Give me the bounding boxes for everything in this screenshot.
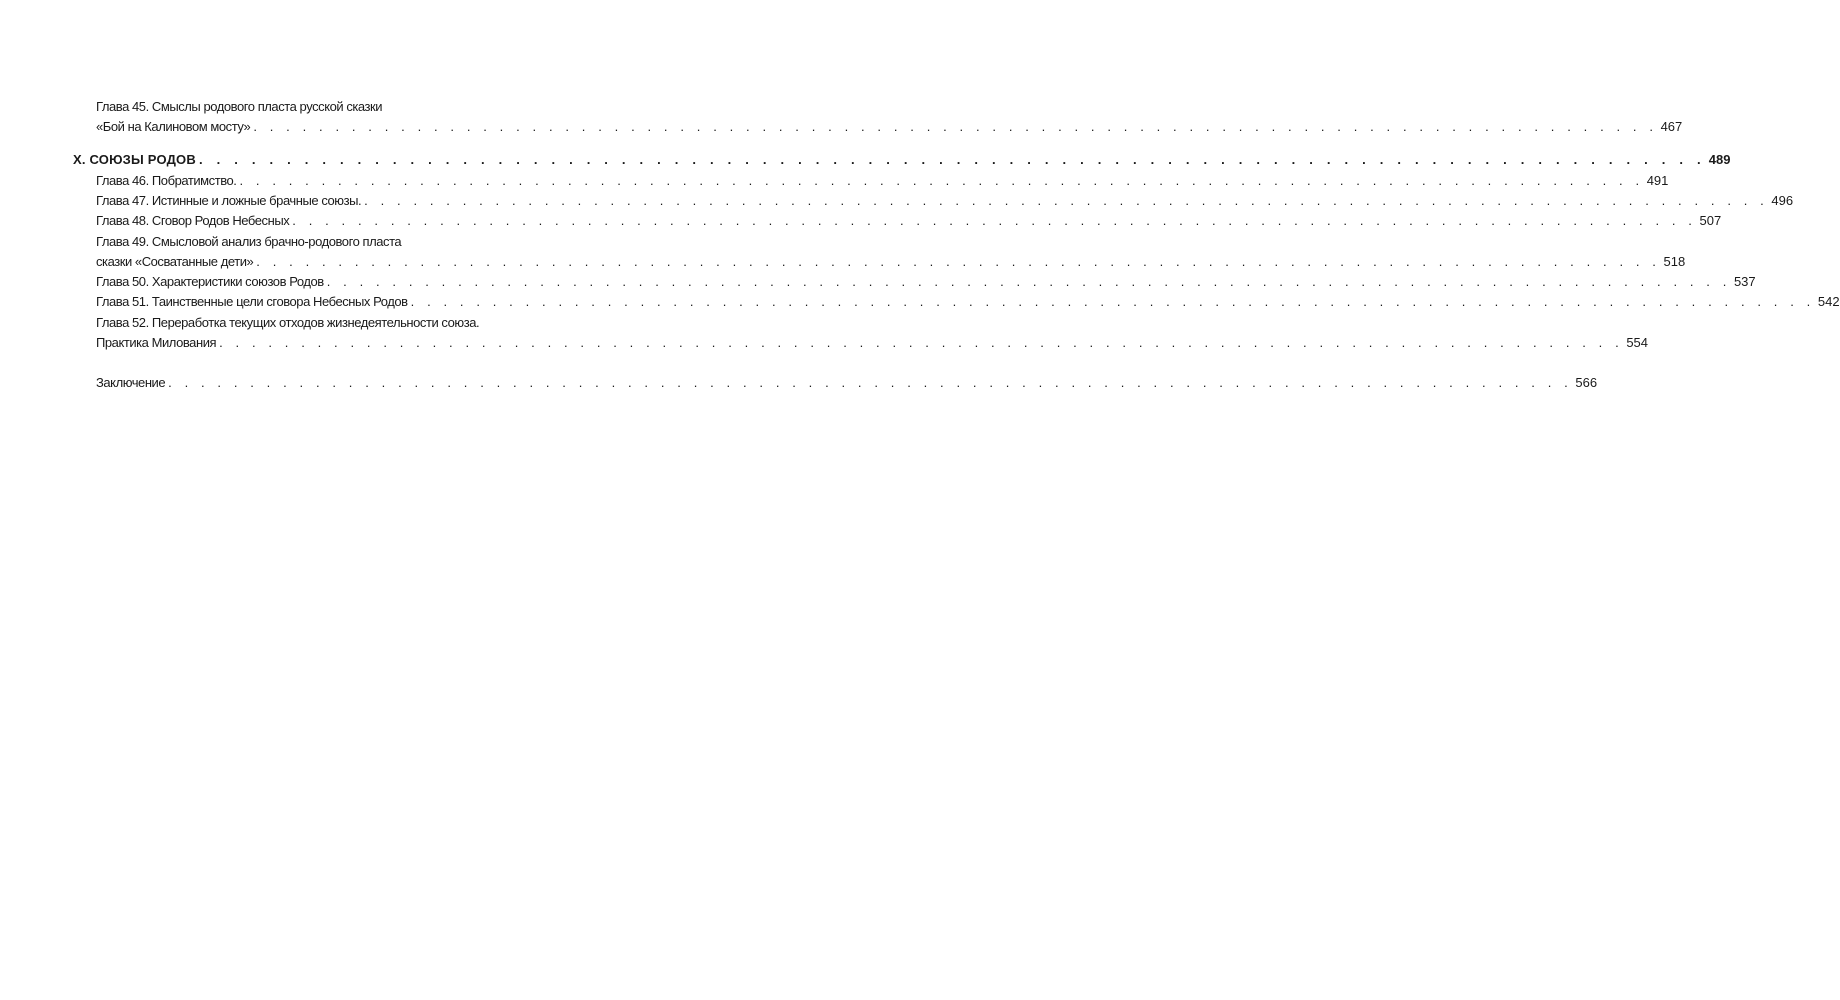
dot-leader: . . . . . . . . . . . . . . . . . . . . . . . . . . . . . . . . . . . . . . . . . . . . . . . . . . . . . . . . . . . . . . . . . . . . . . . . . . . . . . . . . . . . . .	[410, 294, 1815, 309]
dot-leader: . . . . . . . . . . . . . . . . . . . . . . . . . . . . . . . . . . . . . . . . . . . . . . . . . . . . . . . . . . . . . . . . . . . . . . . . . . . . . . . . . . . . . .	[256, 254, 1661, 269]
toc-page-number: 566	[1575, 375, 1598, 390]
toc-entry-text: Глава 47. Истинные и ложные брачные союзы.	[96, 193, 362, 208]
toc-entry-text: Глава 46. Побратимство.	[96, 173, 237, 188]
toc-entry-text: Глава 50. Характеристики союзов Родов	[96, 274, 324, 289]
toc-page-number: 467	[1660, 119, 1683, 134]
toc-entry-text: сказки «Сосватанные дети»	[96, 254, 254, 269]
toc-entry-chapter-45[interactable]	[96, 117, 1683, 137]
toc-entry-text: Глава 45. Смыслы родового пласта русской сказки	[96, 99, 383, 114]
toc-page-number: 518	[1663, 254, 1686, 269]
toc-page-number: 496	[1771, 193, 1794, 208]
toc-entry-chapter-45-title	[96, 97, 519, 117]
dot-leader: . . . . . . . . . . . . . . . . . . . . . . . . . . . . . . . . . . . . . . . . . . . . . . . . . . . . . . . . . . . . . . . . . . . . . . . . . . . . . . . . . . . . . .	[168, 375, 1573, 390]
toc-page-number: 537	[1733, 274, 1756, 289]
toc-page-number: 489	[1708, 152, 1731, 167]
dot-leader: . . . . . . . . . . . . . . . . . . . . . . . . . . . . . . . . . . . . . . . . . . . . . . . . . . . . . . . . . . . . . . . . . . . . . . . . . . . . . . . . . . . . . .	[326, 274, 1731, 289]
toc-entry-text: Практика Милования	[96, 335, 217, 350]
toc-entry-text: Глава 48. Сговор Родов Небесных	[96, 213, 290, 228]
toc-entry-text: Глава 49. Смысловой анализ брачно-родового пласта	[96, 234, 402, 249]
dot-leader: . . . . . . . . . . . . . . . . . . . . . . . . . . . . . . . . . . . . . . . . . . . . . . . . . . . . . . . . . . . . . . . . . . . . . . . . . . . . . . . . . . . . . .	[219, 335, 1624, 350]
toc-page-number: 507	[1699, 213, 1722, 228]
toc-entry-text: Глава 51. Таинственные цели сговора Небесных Родов	[96, 294, 408, 309]
toc-entry-text: Глава 52. Переработка текущих отходов жизнедеятельности союза.	[96, 315, 480, 330]
dot-leader: . . . . . . . . . . . . . . . . . . . . . . . . . . . . . . . . . . . . . . . . . . . . . . . . . . . . . . . . . . . . . . . . . . . . . . . . . . . . . . . . . . . . . .	[198, 152, 1706, 167]
toc-section-title: X. СОЮЗЫ РОДОВ	[73, 152, 196, 167]
toc-entry-chapter-50[interactable]	[96, 272, 1756, 292]
toc-page-number: 542	[1817, 294, 1840, 309]
toc-entry-text: «Бой на Калиновом мосту»	[96, 119, 251, 134]
toc-entry-text: Заключение	[96, 375, 166, 390]
toc-entry-chapter-52[interactable]	[96, 333, 1649, 353]
toc-entry-chapter-49-title	[96, 232, 519, 252]
toc-entry-chapter-48[interactable]	[96, 211, 1722, 231]
toc-page-number: 554	[1626, 335, 1649, 350]
toc-page-number: 491	[1646, 173, 1669, 188]
toc-entry-conclusion[interactable]	[96, 373, 1598, 393]
dot-leader: . . . . . . . . . . . . . . . . . . . . . . . . . . . . . . . . . . . . . . . . . . . . . . . . . . . . . . . . . . . . . . . . . . . . . . . . . . . . . . . . . . . . . .	[364, 193, 1769, 208]
toc-entry-chapter-49[interactable]	[96, 252, 1686, 272]
dot-leader: . . . . . . . . . . . . . . . . . . . . . . . . . . . . . . . . . . . . . . . . . . . . . . . . . . . . . . . . . . . . . . . . . . . . . . . . . . . . . . . . . . . . . .	[253, 119, 1658, 134]
toc-entry-chapter-46[interactable]	[96, 171, 1669, 191]
toc-section-x[interactable]	[73, 150, 1731, 170]
toc-entry-chapter-47[interactable]	[96, 191, 1794, 211]
toc-entry-chapter-51[interactable]	[96, 292, 1840, 312]
dot-leader: . . . . . . . . . . . . . . . . . . . . . . . . . . . . . . . . . . . . . . . . . . . . . . . . . . . . . . . . . . . . . . . . . . . . . . . . . . . . . . . . . . . . . .	[239, 173, 1644, 188]
toc-entry-chapter-52-title	[96, 313, 519, 333]
dot-leader: . . . . . . . . . . . . . . . . . . . . . . . . . . . . . . . . . . . . . . . . . . . . . . . . . . . . . . . . . . . . . . . . . . . . . . . . . . . . . . . . . . . . . .	[292, 213, 1697, 228]
